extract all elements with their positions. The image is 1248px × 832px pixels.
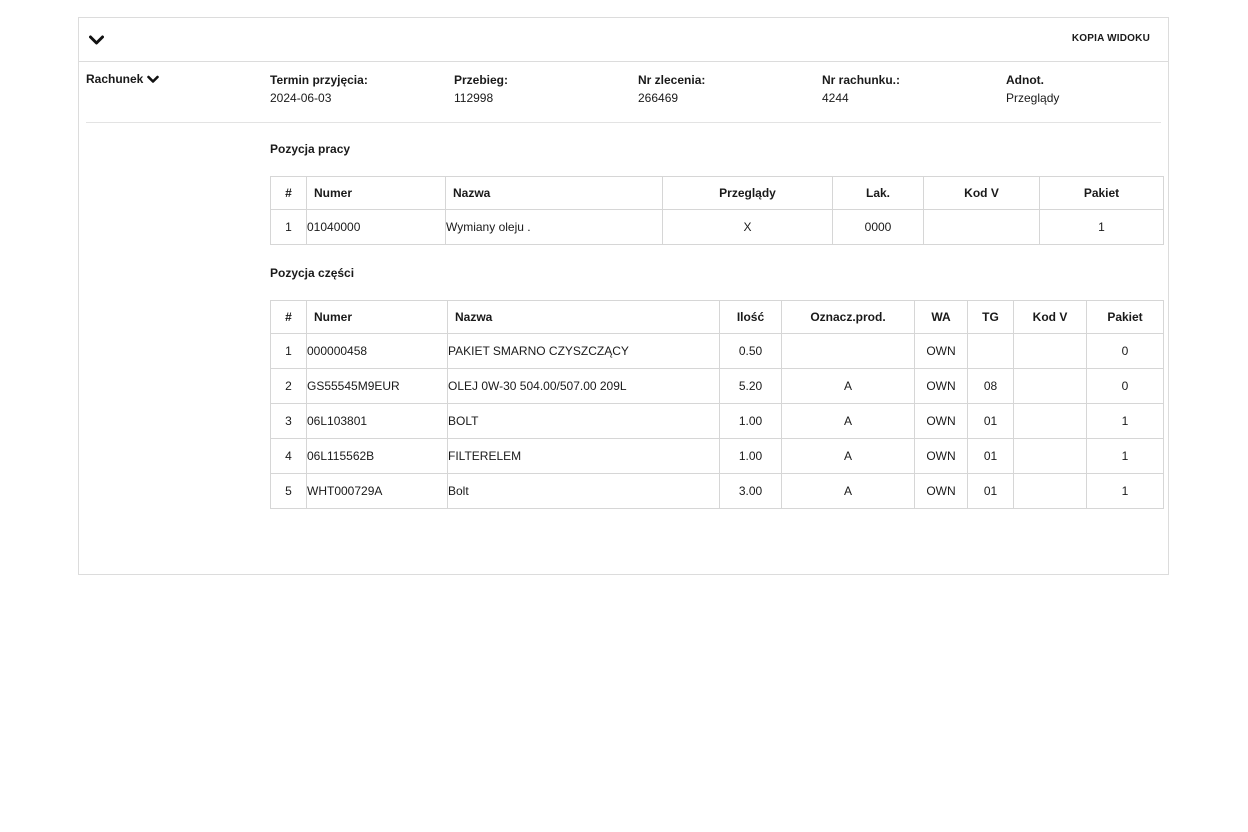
- cell: 1.00: [720, 404, 782, 439]
- table-header-row: [271, 177, 1164, 210]
- cell: 5: [271, 474, 307, 509]
- cell: 5.20: [720, 369, 782, 404]
- cell: OWN: [915, 439, 968, 474]
- cell: 01040000: [307, 210, 446, 245]
- cell: 01: [968, 404, 1014, 439]
- table-header-row: [271, 301, 1164, 334]
- field-annotation: [1006, 71, 1059, 107]
- column-header: Kod V: [1014, 301, 1087, 334]
- field-intake-date: [270, 71, 368, 107]
- field-label: Termin przyjęcia:: [270, 73, 368, 87]
- cell: A: [782, 404, 915, 439]
- column-header: TG: [968, 301, 1014, 334]
- column-header: Pakiet: [1087, 301, 1164, 334]
- cell: [924, 210, 1040, 245]
- column-header: Ilość: [720, 301, 782, 334]
- column-header: Numer: [307, 177, 446, 210]
- cell: GS55545M9EUR: [307, 369, 448, 404]
- column-header: Lak.: [833, 177, 924, 210]
- field-value: 4244: [822, 91, 849, 105]
- field-value: Przeglądy: [1006, 91, 1060, 105]
- column-header: Numer: [307, 301, 448, 334]
- cell: OWN: [915, 404, 968, 439]
- cell: FILTERELEM: [448, 439, 720, 474]
- cell: A: [782, 439, 915, 474]
- cell: 01: [968, 439, 1014, 474]
- cell: 0: [1087, 334, 1164, 369]
- column-header: Kod V: [924, 177, 1040, 210]
- cell: OWN: [915, 474, 968, 509]
- cell: 1: [1040, 210, 1164, 245]
- field-value: 112998: [454, 91, 494, 105]
- cell: 1: [271, 210, 307, 245]
- column-header: Przeglądy: [663, 177, 833, 210]
- field-value: 2024-06-03: [270, 91, 332, 105]
- cell: A: [782, 369, 915, 404]
- cell: [1014, 369, 1087, 404]
- table-row: [271, 404, 1164, 439]
- column-header: Oznacz.prod.: [782, 301, 915, 334]
- cell: 3.00: [720, 474, 782, 509]
- copy-view-button[interactable]: KOPIA WIDOKU: [1071, 33, 1150, 44]
- collapse-toggle-button[interactable]: [87, 33, 105, 47]
- cell: [1014, 474, 1087, 509]
- cell: 1: [1087, 474, 1164, 509]
- cell: 01: [968, 474, 1014, 509]
- field-value: 266469: [638, 91, 679, 105]
- parts-table: [270, 300, 1164, 509]
- cell: WHT000729A: [307, 474, 448, 509]
- cell: [1014, 404, 1087, 439]
- cell: 1.00: [720, 439, 782, 474]
- cell: Bolt: [448, 474, 720, 509]
- table-row: [271, 439, 1164, 474]
- cell: 0.50: [720, 334, 782, 369]
- field-order-number: [638, 71, 705, 107]
- field-mileage: [454, 71, 508, 107]
- cell: 1: [271, 334, 307, 369]
- cell: PAKIET SMARNO CZYSZCZĄCY: [448, 334, 720, 369]
- chevron-down-icon: [147, 75, 159, 84]
- column-header: Pakiet: [1040, 177, 1164, 210]
- invoice-panel: [78, 17, 1169, 575]
- cell: [1014, 439, 1087, 474]
- cell: OWN: [915, 369, 968, 404]
- cell: [968, 334, 1014, 369]
- cell: 2: [271, 369, 307, 404]
- column-header: WA: [915, 301, 968, 334]
- field-invoice-number: [822, 71, 900, 107]
- column-header: Nazwa: [448, 301, 720, 334]
- cell: A: [782, 474, 915, 509]
- parts-section-title: Pozycja części: [270, 266, 355, 280]
- column-header: Nazwa: [446, 177, 663, 210]
- column-header: #: [271, 301, 307, 334]
- table-row: [271, 334, 1164, 369]
- cell: 06L103801: [307, 404, 448, 439]
- divider: [86, 122, 1161, 123]
- field-label: Nr zlecenia:: [638, 73, 706, 87]
- cell: [782, 334, 915, 369]
- cell: 0: [1087, 369, 1164, 404]
- field-label: Nr rachunku.:: [822, 73, 901, 87]
- panel-header: [79, 18, 1168, 62]
- cell: 000000458: [307, 334, 448, 369]
- cell: 4: [271, 439, 307, 474]
- table-row: [271, 474, 1164, 509]
- labor-table: [270, 176, 1164, 245]
- cell: 06L115562B: [307, 439, 448, 474]
- invoice-toggle[interactable]: [86, 72, 159, 86]
- invoice-summary: [79, 62, 1168, 123]
- cell: [1014, 334, 1087, 369]
- field-label: Przebieg:: [454, 73, 509, 87]
- cell: OLEJ 0W-30 504.00/507.00 209L: [448, 369, 720, 404]
- field-label: Adnot.: [1006, 73, 1044, 87]
- chevron-down-icon: [89, 35, 104, 45]
- table-row: [271, 369, 1164, 404]
- cell: 1: [1087, 439, 1164, 474]
- table-row: [271, 210, 1164, 245]
- cell: 08: [968, 369, 1014, 404]
- cell: BOLT: [448, 404, 720, 439]
- cell: 0000: [833, 210, 924, 245]
- labor-section-title: Pozycja pracy: [270, 142, 351, 156]
- cell: OWN: [915, 334, 968, 369]
- cell: X: [663, 210, 833, 245]
- cell: 3: [271, 404, 307, 439]
- cell: Wymiany oleju .: [446, 210, 663, 245]
- column-header: #: [271, 177, 307, 210]
- cell: 1: [1087, 404, 1164, 439]
- invoice-toggle-label: Rachunek: [86, 72, 144, 86]
